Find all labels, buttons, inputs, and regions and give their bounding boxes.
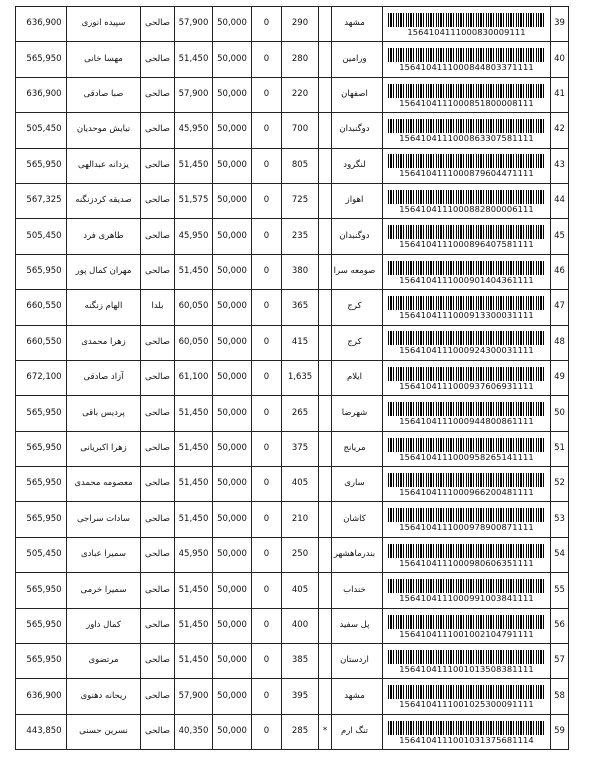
zero-cell: 0 bbox=[252, 77, 282, 112]
table-row bbox=[16, 42, 569, 77]
row-index: 40 bbox=[551, 42, 569, 77]
name-cell: پردیس باقی bbox=[67, 396, 141, 431]
amount-cell: 45,950 bbox=[175, 537, 213, 572]
zero-cell: 0 bbox=[252, 679, 282, 714]
weight-cell: 725 bbox=[282, 183, 319, 218]
barcode-number: 1564104111000896407581111 bbox=[399, 239, 534, 250]
total-cell: 636,900 bbox=[16, 7, 67, 42]
base-cell: 50,000 bbox=[213, 360, 252, 395]
base-cell: 50,000 bbox=[213, 502, 252, 537]
weight-cell: 405 bbox=[282, 467, 319, 502]
barcode-cell bbox=[383, 183, 551, 218]
row-index: 55 bbox=[551, 573, 569, 608]
barcode-image bbox=[388, 579, 546, 593]
base-cell: 50,000 bbox=[213, 325, 252, 360]
barcode-cell bbox=[383, 644, 551, 679]
total-cell: 565,950 bbox=[16, 644, 67, 679]
total-cell: 636,900 bbox=[16, 77, 67, 112]
name-cell: طاهری فرد bbox=[67, 219, 141, 254]
weight-cell: 265 bbox=[282, 396, 319, 431]
amount-cell: 45,950 bbox=[175, 113, 213, 148]
barcode-number: 1564104111000980606351111 bbox=[399, 557, 534, 568]
barcode-image bbox=[388, 721, 546, 735]
barcode-cell bbox=[383, 77, 551, 112]
type-cell: صالحی bbox=[141, 77, 175, 112]
name-cell: یزدانه عبدالهی bbox=[67, 148, 141, 183]
barcode-number: 1564104111000924300031111 bbox=[399, 345, 534, 356]
base-cell: 50,000 bbox=[213, 467, 252, 502]
barcode-image bbox=[388, 331, 546, 345]
type-cell: صالحی bbox=[141, 360, 175, 395]
table-row bbox=[16, 396, 569, 431]
type-cell: صالحی bbox=[141, 537, 175, 572]
total-cell: 567,325 bbox=[16, 183, 67, 218]
weight-cell: 805 bbox=[282, 148, 319, 183]
weight-cell: 220 bbox=[282, 77, 319, 112]
name-cell: مرتضوی bbox=[67, 644, 141, 679]
table-row bbox=[16, 7, 569, 42]
barcode-cell bbox=[383, 360, 551, 395]
barcode-number: 1564104111000830009111 bbox=[407, 26, 526, 37]
mark-cell bbox=[319, 573, 332, 608]
barcode-number: 1564104111000879604471111 bbox=[399, 168, 534, 179]
mark-cell bbox=[319, 608, 332, 643]
barcode-image bbox=[388, 650, 546, 664]
barcode-image bbox=[388, 13, 546, 27]
barcode-cell bbox=[383, 113, 551, 148]
base-cell: 50,000 bbox=[213, 148, 252, 183]
barcode-cell bbox=[383, 679, 551, 714]
total-cell: 565,950 bbox=[16, 573, 67, 608]
barcode-image bbox=[388, 615, 546, 629]
barcode-number: 1564104111000882800006111 bbox=[399, 203, 534, 214]
table-row bbox=[16, 325, 569, 360]
table-row bbox=[16, 537, 569, 572]
name-cell: آزاد صادقی bbox=[67, 360, 141, 395]
city-cell: بندرماهشهر bbox=[332, 537, 383, 572]
row-index: 47 bbox=[551, 290, 569, 325]
row-index: 51 bbox=[551, 431, 569, 466]
base-cell: 50,000 bbox=[213, 644, 252, 679]
table-row bbox=[16, 431, 569, 466]
shipment-table bbox=[15, 6, 569, 750]
barcode-number: 1564104111000991003841111 bbox=[399, 593, 534, 604]
type-cell: صالحی bbox=[141, 573, 175, 608]
table-row bbox=[16, 608, 569, 643]
name-cell: ریحانه دهنوی bbox=[67, 679, 141, 714]
weight-cell: 1,635 bbox=[282, 360, 319, 395]
mark-cell bbox=[319, 467, 332, 502]
weight-cell: 415 bbox=[282, 325, 319, 360]
zero-cell: 0 bbox=[252, 537, 282, 572]
row-index: 54 bbox=[551, 537, 569, 572]
amount-cell: 60,050 bbox=[175, 325, 213, 360]
total-cell: 565,950 bbox=[16, 148, 67, 183]
name-cell: سمیرا خرمی bbox=[67, 573, 141, 608]
barcode-image bbox=[388, 190, 546, 204]
barcode-cell bbox=[383, 608, 551, 643]
barcode-image bbox=[388, 438, 546, 452]
zero-cell: 0 bbox=[252, 608, 282, 643]
weight-cell: 700 bbox=[282, 113, 319, 148]
barcode-cell bbox=[383, 219, 551, 254]
mark-cell bbox=[319, 679, 332, 714]
weight-cell: 400 bbox=[282, 608, 319, 643]
mark-cell bbox=[319, 7, 332, 42]
table-row bbox=[16, 467, 569, 502]
barcode-cell bbox=[383, 714, 551, 749]
amount-cell: 51,575 bbox=[175, 183, 213, 218]
amount-cell: 51,450 bbox=[175, 431, 213, 466]
city-cell: تنگ ارم bbox=[332, 714, 383, 749]
weight-cell: 385 bbox=[282, 644, 319, 679]
type-cell: صالحی bbox=[141, 644, 175, 679]
barcode-image bbox=[388, 84, 546, 98]
amount-cell: 57,900 bbox=[175, 7, 213, 42]
mark-cell bbox=[319, 77, 332, 112]
base-cell: 50,000 bbox=[213, 254, 252, 289]
row-index: 39 bbox=[551, 7, 569, 42]
name-cell: مهران کمال پور bbox=[67, 254, 141, 289]
amount-cell: 61,100 bbox=[175, 360, 213, 395]
barcode-number: 1564104111000863307581111 bbox=[399, 133, 534, 144]
mark-cell: * bbox=[319, 714, 332, 749]
weight-cell: 395 bbox=[282, 679, 319, 714]
table-row bbox=[16, 77, 569, 112]
barcode-image bbox=[388, 48, 546, 62]
name-cell: صدیقه کردزنگنه bbox=[67, 183, 141, 218]
amount-cell: 40,350 bbox=[175, 714, 213, 749]
type-cell: صالحی bbox=[141, 183, 175, 218]
barcode-number: 1564104111001031375681114 bbox=[399, 734, 534, 745]
zero-cell: 0 bbox=[252, 644, 282, 679]
weight-cell: 405 bbox=[282, 573, 319, 608]
amount-cell: 51,450 bbox=[175, 42, 213, 77]
name-cell: زهرا محمدی bbox=[67, 325, 141, 360]
city-cell: لنگرود bbox=[332, 148, 383, 183]
zero-cell: 0 bbox=[252, 42, 282, 77]
total-cell: 565,950 bbox=[16, 431, 67, 466]
mark-cell bbox=[319, 113, 332, 148]
city-cell: دوگنبدان bbox=[332, 113, 383, 148]
amount-cell: 51,450 bbox=[175, 608, 213, 643]
barcode-cell bbox=[383, 467, 551, 502]
city-cell: مریانج bbox=[332, 431, 383, 466]
city-cell: کاشان bbox=[332, 502, 383, 537]
base-cell: 50,000 bbox=[213, 42, 252, 77]
barcode-number: 1564104111000966200481111 bbox=[399, 487, 534, 497]
weight-cell: 280 bbox=[282, 42, 319, 77]
barcode-image bbox=[388, 544, 546, 558]
mark-cell bbox=[319, 502, 332, 537]
city-cell: پل سفید bbox=[332, 608, 383, 643]
base-cell: 50,000 bbox=[213, 7, 252, 42]
city-cell: شهرضا bbox=[332, 396, 383, 431]
barcode-image bbox=[388, 119, 546, 133]
mark-cell bbox=[319, 396, 332, 431]
total-cell: 505,450 bbox=[16, 113, 67, 148]
weight-cell: 210 bbox=[282, 502, 319, 537]
row-index: 45 bbox=[551, 219, 569, 254]
zero-cell: 0 bbox=[252, 7, 282, 42]
table-row bbox=[16, 573, 569, 608]
barcode-cell bbox=[383, 396, 551, 431]
total-cell: 660,550 bbox=[16, 325, 67, 360]
base-cell: 50,000 bbox=[213, 113, 252, 148]
city-cell: اردستان bbox=[332, 644, 383, 679]
row-index: 48 bbox=[551, 325, 569, 360]
table-row bbox=[16, 290, 569, 325]
name-cell: سپیده انوری bbox=[67, 7, 141, 42]
barcode-cell bbox=[383, 502, 551, 537]
total-cell: 672,100 bbox=[16, 360, 67, 395]
name-cell: سادات سراجی bbox=[67, 502, 141, 537]
table-row bbox=[16, 714, 569, 749]
barcode-image bbox=[388, 296, 546, 310]
base-cell: 50,000 bbox=[213, 608, 252, 643]
total-cell: 565,950 bbox=[16, 396, 67, 431]
row-index: 56 bbox=[551, 608, 569, 643]
table-row bbox=[16, 113, 569, 148]
table-row bbox=[16, 502, 569, 537]
city-cell: اهواز bbox=[332, 183, 383, 218]
type-cell: صالحی bbox=[141, 679, 175, 714]
type-cell: صالحی bbox=[141, 608, 175, 643]
row-index: 50 bbox=[551, 396, 569, 431]
type-cell: صالحی bbox=[141, 219, 175, 254]
total-cell: 505,450 bbox=[16, 537, 67, 572]
type-cell: صالحی bbox=[141, 113, 175, 148]
barcode-image bbox=[388, 225, 546, 239]
mark-cell bbox=[319, 431, 332, 466]
type-cell: بلدا bbox=[141, 290, 175, 325]
amount-cell: 60,050 bbox=[175, 290, 213, 325]
barcode-cell bbox=[383, 573, 551, 608]
table-body bbox=[16, 7, 569, 750]
city-cell: ورامین bbox=[332, 42, 383, 77]
weight-cell: 285 bbox=[282, 714, 319, 749]
mark-cell bbox=[319, 42, 332, 77]
amount-cell: 51,450 bbox=[175, 396, 213, 431]
row-index: 59 bbox=[551, 714, 569, 749]
zero-cell: 0 bbox=[252, 360, 282, 395]
barcode-number: 1564104111000844803371111 bbox=[399, 62, 534, 73]
total-cell: 636,900 bbox=[16, 679, 67, 714]
amount-cell: 51,450 bbox=[175, 502, 213, 537]
mark-cell bbox=[319, 148, 332, 183]
city-cell: کرج bbox=[332, 290, 383, 325]
type-cell: صالحی bbox=[141, 431, 175, 466]
amount-cell: 51,450 bbox=[175, 644, 213, 679]
name-cell: نیایش موحدیان bbox=[67, 113, 141, 148]
name-cell: الهام زنگنه bbox=[67, 290, 141, 325]
total-cell: 565,950 bbox=[16, 502, 67, 537]
city-cell: خنداب bbox=[332, 573, 383, 608]
barcode-number: 1564104111000851800008111 bbox=[399, 97, 534, 108]
zero-cell: 0 bbox=[252, 573, 282, 608]
zero-cell: 0 bbox=[252, 254, 282, 289]
mark-cell bbox=[319, 219, 332, 254]
name-cell: سمیرا عبادی bbox=[67, 537, 141, 572]
table-row bbox=[16, 254, 569, 289]
barcode-cell bbox=[383, 254, 551, 289]
barcode-number: 1564104111001002104791111 bbox=[399, 628, 534, 639]
city-cell: صومعه سرا bbox=[332, 254, 383, 289]
weight-cell: 380 bbox=[282, 254, 319, 289]
mark-cell bbox=[319, 644, 332, 679]
zero-cell: 0 bbox=[252, 290, 282, 325]
row-index: 52 bbox=[551, 467, 569, 502]
row-index: 44 bbox=[551, 183, 569, 218]
base-cell: 50,000 bbox=[213, 396, 252, 431]
city-cell: کرج bbox=[332, 325, 383, 360]
zero-cell: 0 bbox=[252, 431, 282, 466]
barcode-cell bbox=[383, 148, 551, 183]
total-cell: 505,450 bbox=[16, 219, 67, 254]
name-cell: زهرا اکبریانی bbox=[67, 431, 141, 466]
city-cell: ایلام bbox=[332, 360, 383, 395]
zero-cell: 0 bbox=[252, 467, 282, 502]
zero-cell: 0 bbox=[252, 714, 282, 749]
amount-cell: 57,900 bbox=[175, 77, 213, 112]
row-index: 43 bbox=[551, 148, 569, 183]
row-index: 49 bbox=[551, 360, 569, 395]
barcode-image bbox=[388, 261, 546, 275]
barcode-image bbox=[388, 473, 546, 487]
total-cell: 565,950 bbox=[16, 42, 67, 77]
amount-cell: 51,450 bbox=[175, 467, 213, 502]
type-cell: صالحی bbox=[141, 502, 175, 537]
barcode-number: 1564104111000958265141111 bbox=[399, 451, 534, 462]
barcode-image bbox=[388, 367, 546, 381]
name-cell: معصومه محمدی bbox=[67, 467, 141, 502]
barcode-cell bbox=[383, 431, 551, 466]
barcode-number: 1564104111001013508381111 bbox=[399, 663, 534, 674]
weight-cell: 365 bbox=[282, 290, 319, 325]
barcode-cell bbox=[383, 325, 551, 360]
zero-cell: 0 bbox=[252, 502, 282, 537]
city-cell: اصفهان bbox=[332, 77, 383, 112]
mark-cell bbox=[319, 360, 332, 395]
city-cell: مشهد bbox=[332, 7, 383, 42]
name-cell: صبا صادقی bbox=[67, 77, 141, 112]
total-cell: 565,950 bbox=[16, 467, 67, 502]
row-index: 53 bbox=[551, 502, 569, 537]
base-cell: 50,000 bbox=[213, 431, 252, 466]
city-cell: ساری bbox=[332, 467, 383, 502]
name-cell: مهسا خانی bbox=[67, 42, 141, 77]
row-index: 42 bbox=[551, 113, 569, 148]
barcode-cell bbox=[383, 7, 551, 42]
total-cell: 443,850 bbox=[16, 714, 67, 749]
base-cell: 50,000 bbox=[213, 183, 252, 218]
amount-cell: 51,450 bbox=[175, 573, 213, 608]
base-cell: 50,000 bbox=[213, 219, 252, 254]
mark-cell bbox=[319, 537, 332, 572]
zero-cell: 0 bbox=[252, 219, 282, 254]
weight-cell: 250 bbox=[282, 537, 319, 572]
type-cell: صالحی bbox=[141, 396, 175, 431]
zero-cell: 0 bbox=[252, 148, 282, 183]
table-row bbox=[16, 360, 569, 395]
table-row bbox=[16, 219, 569, 254]
base-cell: 50,000 bbox=[213, 290, 252, 325]
amount-cell: 51,450 bbox=[175, 254, 213, 289]
city-cell: مشهد bbox=[332, 679, 383, 714]
total-cell: 565,950 bbox=[16, 254, 67, 289]
row-index: 46 bbox=[551, 254, 569, 289]
mark-cell bbox=[319, 290, 332, 325]
barcode-cell bbox=[383, 537, 551, 572]
barcode-number: 1564104111000913300031111 bbox=[399, 310, 534, 321]
barcode-number: 1564104111000901404361111 bbox=[399, 274, 534, 285]
base-cell: 50,000 bbox=[213, 714, 252, 749]
barcode-image bbox=[388, 508, 546, 522]
weight-cell: 290 bbox=[282, 7, 319, 42]
zero-cell: 0 bbox=[252, 396, 282, 431]
type-cell: صالحی bbox=[141, 148, 175, 183]
mark-cell bbox=[319, 183, 332, 218]
weight-cell: 235 bbox=[282, 219, 319, 254]
type-cell: صالحی bbox=[141, 254, 175, 289]
total-cell: 565,950 bbox=[16, 608, 67, 643]
amount-cell: 51,450 bbox=[175, 148, 213, 183]
base-cell: 50,000 bbox=[213, 573, 252, 608]
base-cell: 50,000 bbox=[213, 679, 252, 714]
zero-cell: 0 bbox=[252, 325, 282, 360]
amount-cell: 45,950 bbox=[175, 219, 213, 254]
barcode-image bbox=[388, 154, 546, 168]
city-cell: دوگنبدان bbox=[332, 219, 383, 254]
barcode-image bbox=[388, 402, 546, 416]
table-row bbox=[16, 644, 569, 679]
type-cell: صالحی bbox=[141, 714, 175, 749]
mark-cell bbox=[319, 325, 332, 360]
type-cell: صالحی bbox=[141, 7, 175, 42]
barcode-number: 1564104111000937606931111 bbox=[399, 380, 534, 391]
zero-cell: 0 bbox=[252, 183, 282, 218]
mark-cell bbox=[319, 254, 332, 289]
barcode-number: 1564104111000978900871111 bbox=[399, 522, 534, 533]
barcode-image bbox=[388, 685, 546, 699]
barcode-cell bbox=[383, 42, 551, 77]
type-cell: صالحی bbox=[141, 325, 175, 360]
amount-cell: 57,900 bbox=[175, 679, 213, 714]
barcode-number: 1564104111000944800861111 bbox=[399, 416, 534, 427]
barcode-number: 1564104111001025300091111 bbox=[399, 699, 534, 710]
row-index: 41 bbox=[551, 77, 569, 112]
total-cell: 660,550 bbox=[16, 290, 67, 325]
row-index: 58 bbox=[551, 679, 569, 714]
table-row bbox=[16, 148, 569, 183]
weight-cell: 375 bbox=[282, 431, 319, 466]
type-cell: صالحی bbox=[141, 467, 175, 502]
name-cell: کمال داور bbox=[67, 608, 141, 643]
zero-cell: 0 bbox=[252, 113, 282, 148]
barcode-cell bbox=[383, 290, 551, 325]
table-row bbox=[16, 679, 569, 714]
table-row bbox=[16, 183, 569, 218]
name-cell: نسرین حسنی bbox=[67, 714, 141, 749]
type-cell: صالحی bbox=[141, 42, 175, 77]
base-cell: 50,000 bbox=[213, 77, 252, 112]
base-cell: 50,000 bbox=[213, 537, 252, 572]
row-index: 57 bbox=[551, 644, 569, 679]
